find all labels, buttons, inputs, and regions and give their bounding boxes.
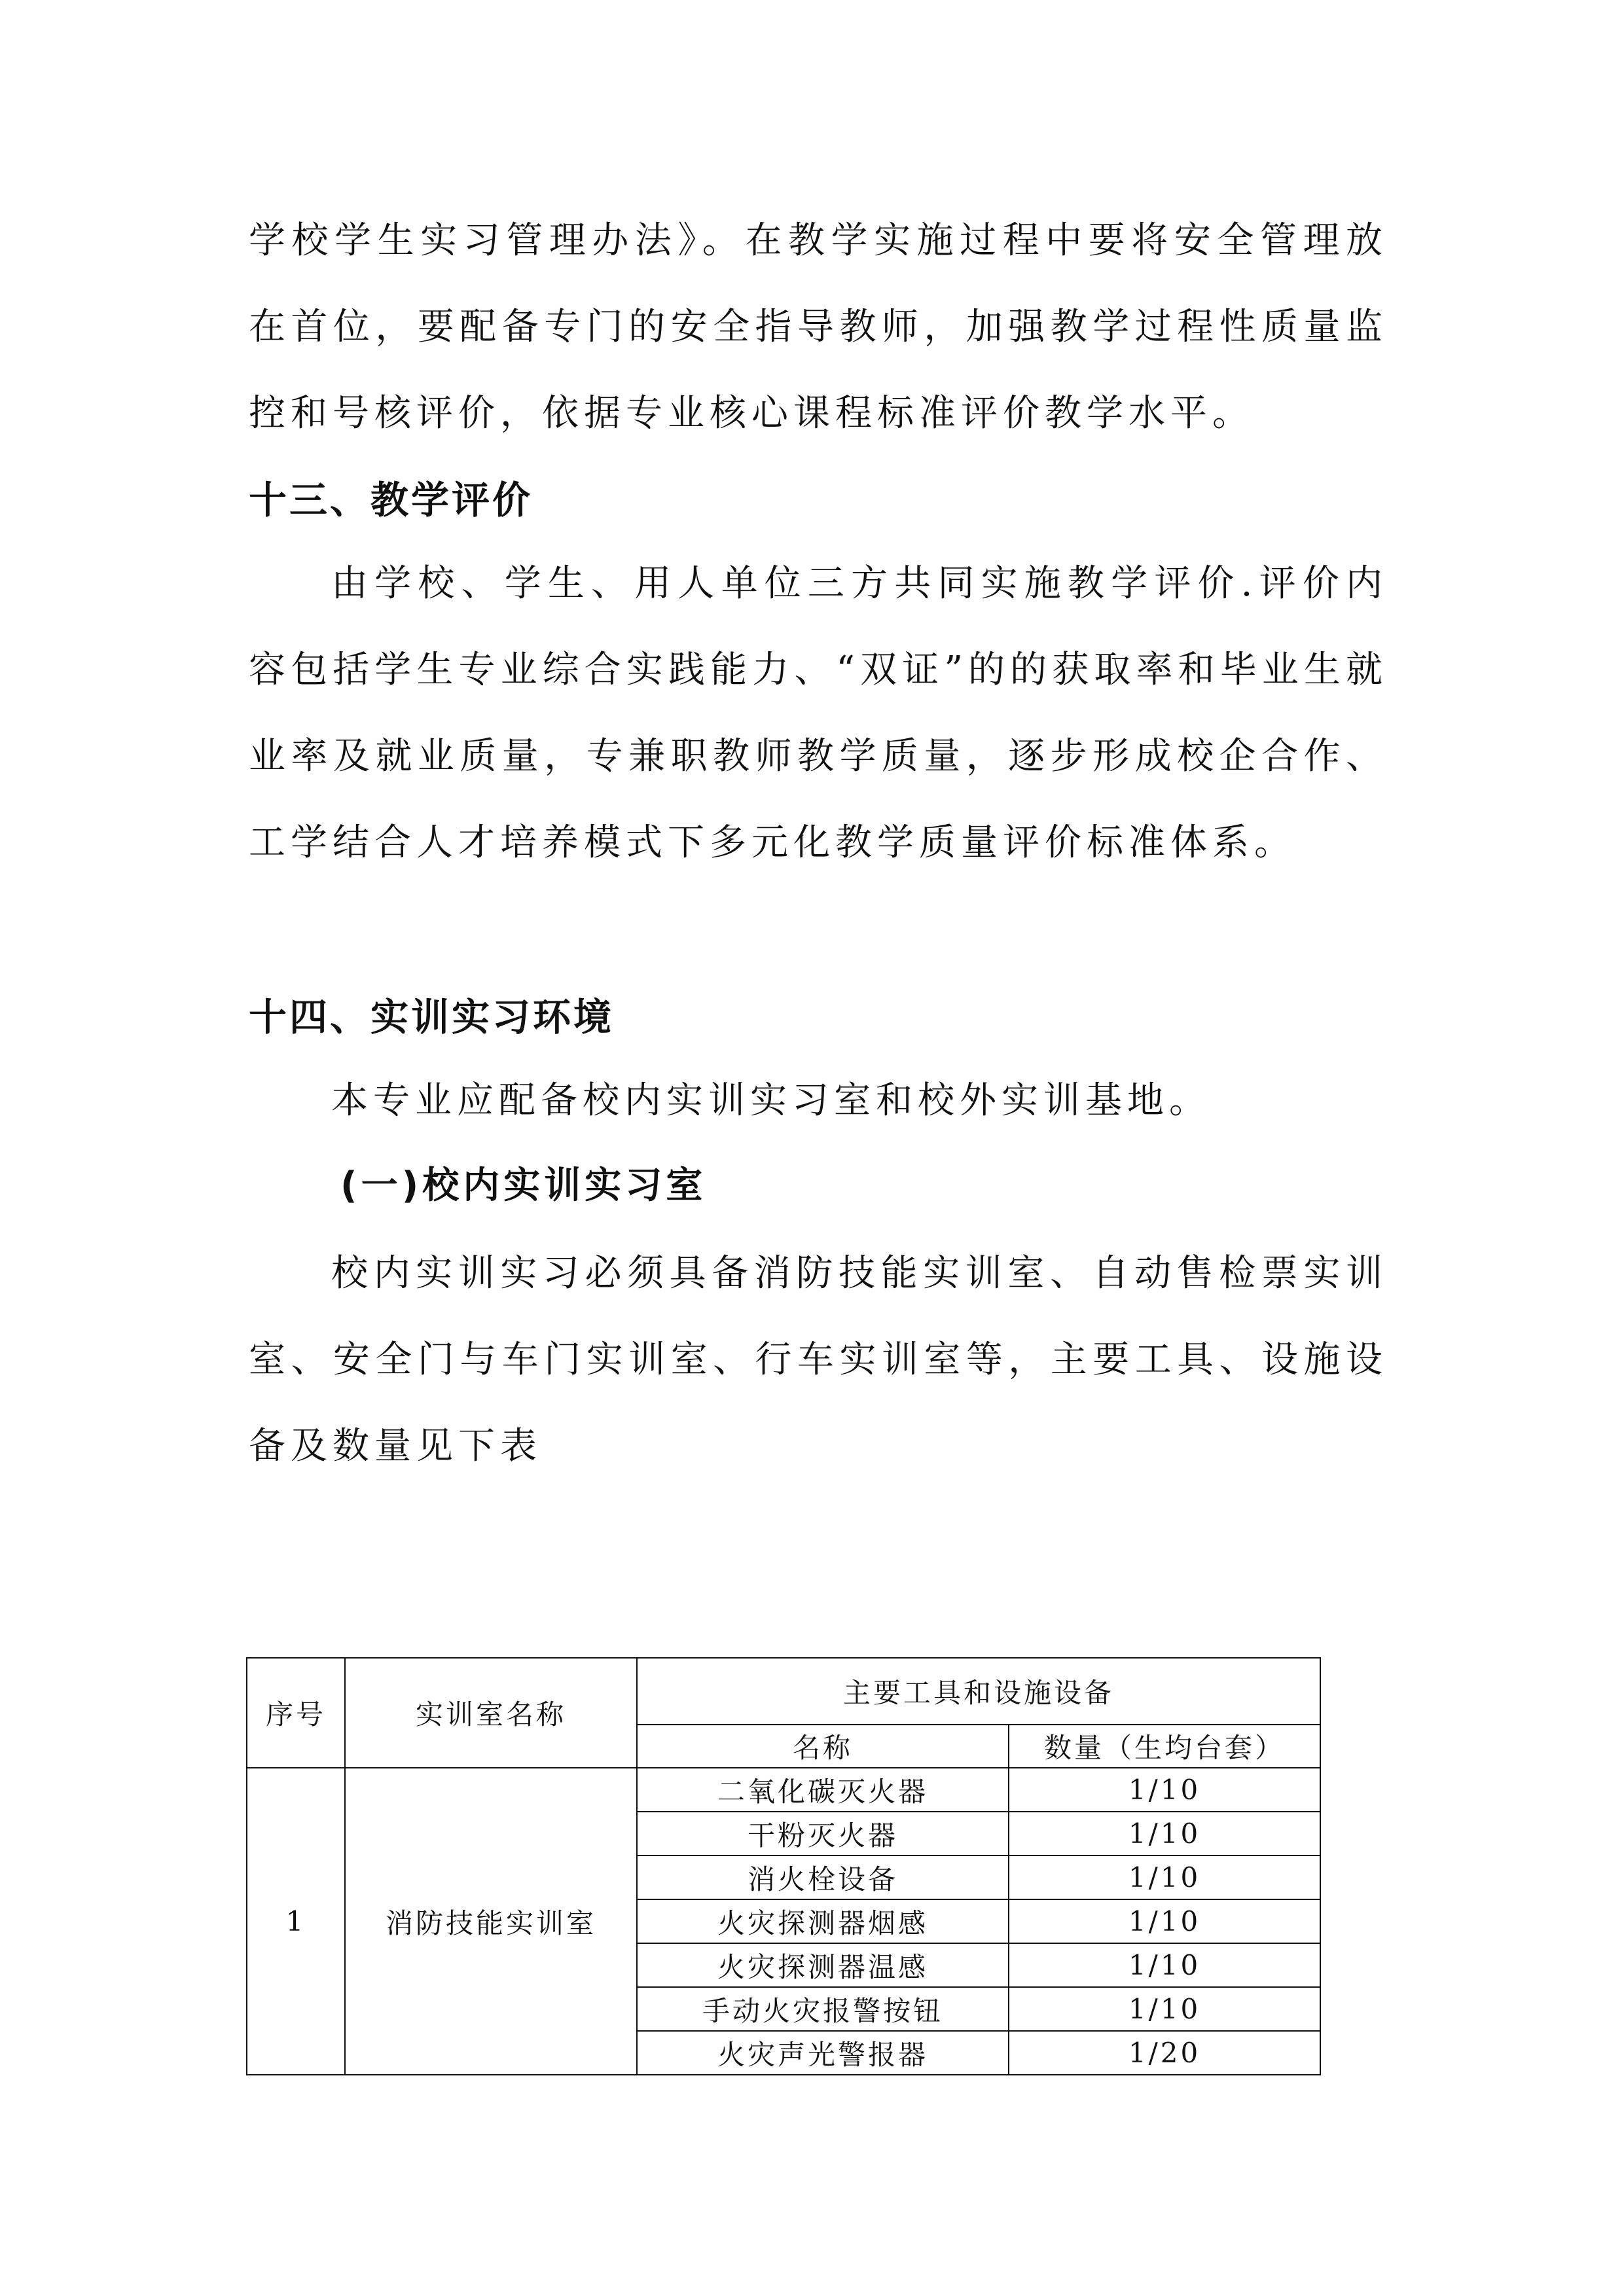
- heading-teaching-evaluation: 十三、教学评价: [249, 478, 533, 522]
- item-name: 火灾探测器烟感: [637, 1899, 1009, 1943]
- equipment-table: [246, 1657, 1321, 2075]
- header-equipment-group: 主要工具和设施设备: [637, 1658, 1320, 1725]
- heading-training-environment: 十四、实训实习环境: [249, 995, 615, 1039]
- paragraph-oncampus-requirements: 校内实训实习必须具备消防技能实训室、自动售检票实训室、安全门与车门实训室、行车实训室等，主要工具、设施设备及数量见下表: [249, 1252, 1388, 1467]
- table-header-row: [247, 1658, 1320, 1725]
- item-quantity: 1/10: [1009, 1987, 1320, 2031]
- header-item-name: 名称: [637, 1725, 1009, 1768]
- header-seq: 序号: [247, 1658, 345, 1768]
- item-quantity: 1/10: [1009, 1856, 1320, 1899]
- paragraph-environment-intro: 本专业应配备校内实训实习室和校外实训基地。: [331, 1079, 1211, 1122]
- item-name: 火灾探测器温感: [637, 1943, 1009, 1987]
- item-name: 消火栓设备: [637, 1856, 1009, 1899]
- paragraph-internship-safety: 学校学生实习管理办法》。在教学实施过程中要将安全管理放在首位，要配备专门的安全指导教师，加强教学过程性质量监控和号核评价，依据专业核心课程标准评价教学水平。: [249, 219, 1388, 435]
- item-quantity: 1/20: [1009, 2031, 1320, 2075]
- item-quantity: 1/10: [1009, 1812, 1320, 1856]
- header-item-quantity: 数量（生均台套）: [1009, 1725, 1320, 1768]
- header-room-name: 实训室名称: [345, 1658, 637, 1768]
- item-name: 火灾声光警报器: [637, 2031, 1009, 2075]
- item-name: 二氧化碳灭火器: [637, 1768, 1009, 1812]
- paragraph-evaluation: 由学校、学生、用人单位三方共同实施教学评价.评价内容包括学生专业综合实践能力、“双证”的的获取率和毕业生就业率及就业质量，专兼职教师教学质量，逐步形成校企合作、工学结合人才培养模式下多元化教学质量评价标准体系。: [249, 562, 1388, 864]
- item-quantity: 1/10: [1009, 1899, 1320, 1943]
- table-row: [247, 1768, 1320, 1812]
- item-name: 手动火灾报警按钮: [637, 1987, 1009, 2031]
- item-quantity: 1/10: [1009, 1943, 1320, 1987]
- room-name: 消防技能实训室: [345, 1768, 637, 2075]
- room-seq: 1: [247, 1768, 345, 2075]
- item-name: 干粉灭火器: [637, 1812, 1009, 1856]
- subheading-oncampus-rooms: (一)校内实训实习室: [340, 1164, 707, 1207]
- item-quantity: 1/10: [1009, 1768, 1320, 1812]
